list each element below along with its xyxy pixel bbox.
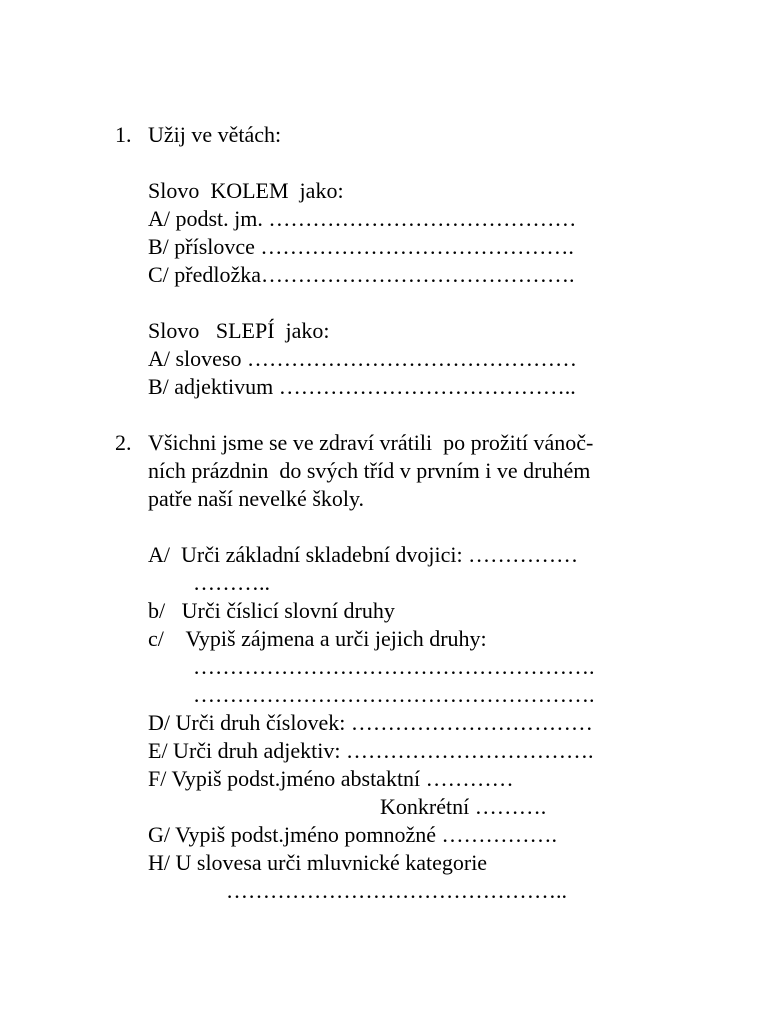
- q2-number: 2.: [115, 430, 132, 455]
- q1-number: 1.: [115, 122, 132, 147]
- q2-text-line-3: patře naší nevelké školy.: [148, 486, 365, 511]
- q1-prompt: Užij ve větách:: [148, 122, 282, 147]
- kolem-option-c: C/ předložka…………………………………….: [148, 262, 575, 287]
- slepi-option-a: A/ sloveso ………………………………………: [148, 346, 577, 371]
- q2-task-g: G/ Vypiš podst.jméno pomnožné …………….: [148, 822, 558, 847]
- q2-task-e: E/ Urči druh adjektiv: …………………………….: [148, 738, 594, 763]
- q2-text-line-2: ních prázdnin do svých tříd v prvním i ve druhém: [148, 458, 591, 483]
- q2-task-f: F/ Vypiš podst.jméno abstaktní …………: [148, 766, 514, 791]
- q2-task-b: b/ Urči číslicí slovní druhy: [148, 598, 395, 623]
- slepi-option-b: B/ adjektivum …………………………………..: [148, 374, 576, 399]
- q2-task-a: A/ Urči základní skladební dvojici: ……………: [148, 542, 579, 567]
- q2-task-f-continuation: Konkrétní ……….: [380, 794, 547, 819]
- q2-task-c-answer-line-1: ……………………………………………….: [193, 654, 595, 679]
- kolem-option-a: A/ podst. jm. ……………………………………: [148, 206, 577, 231]
- slepi-heading: Slovo SLEPÍ jako:: [148, 318, 330, 343]
- q2-task-c-answer-line-2: ……………………………………………….: [193, 682, 595, 707]
- q2-task-c: c/ Vypiš zájmena a urči jejich druhy:: [148, 626, 487, 651]
- q2-task-h-answer-line: ………………………………………..: [226, 878, 567, 903]
- q2-task-a-continuation: ………..: [193, 570, 270, 595]
- q2-task-h: H/ U slovesa urči mluvnické kategorie: [148, 850, 488, 875]
- q2-task-d: D/ Urči druh číslovek: ……………………………: [148, 710, 593, 735]
- q2-text-line-1: Všichni jsme se ve zdraví vrátili po prožití vánoč-: [148, 430, 594, 455]
- kolem-heading: Slovo KOLEM jako:: [148, 178, 344, 203]
- kolem-option-b: B/ příslovce …………………………………….: [148, 234, 574, 259]
